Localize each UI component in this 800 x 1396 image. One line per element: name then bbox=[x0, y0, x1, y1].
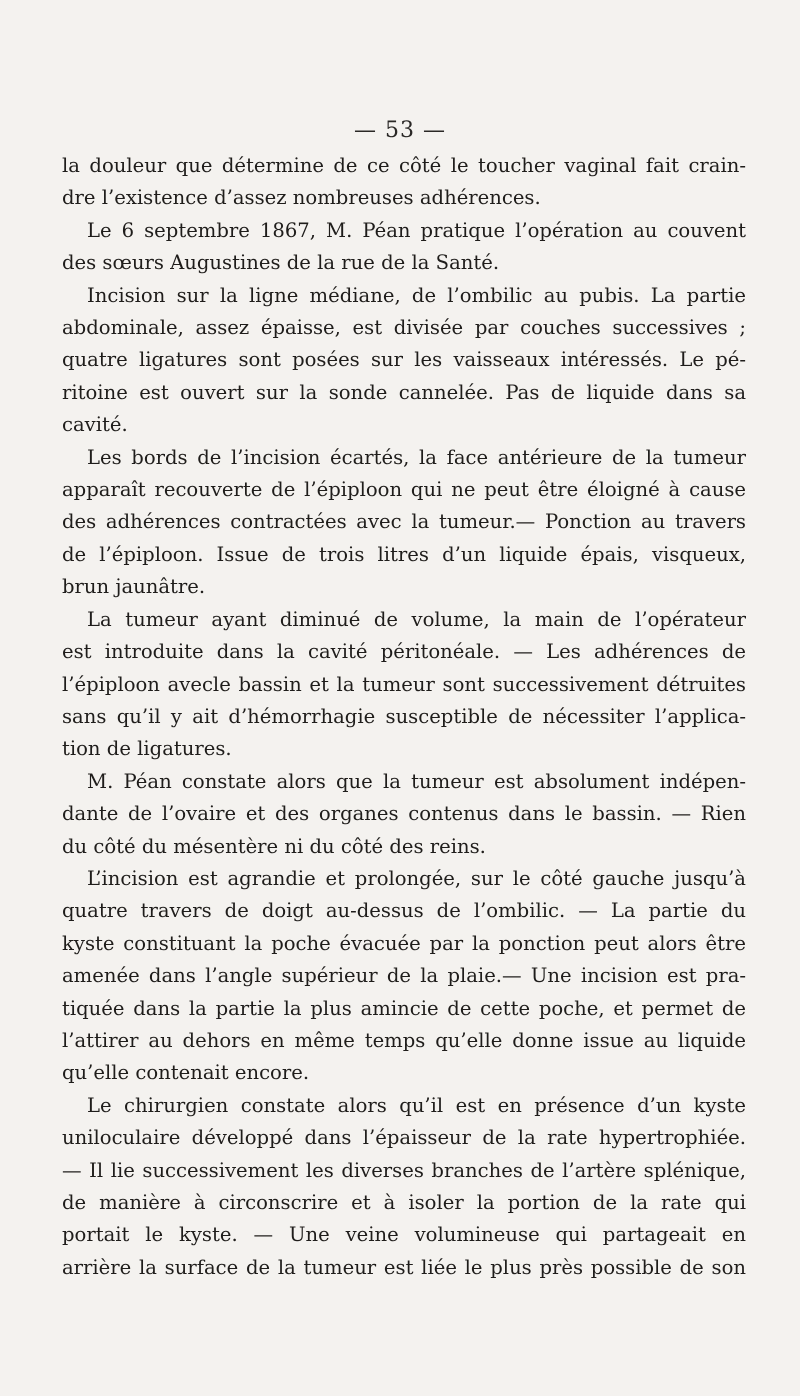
text-line: est introduite dans la cavité péritonéale. — Les adhérences de bbox=[62, 640, 746, 664]
text-line: — Il lie successivement les diverses branches de l’artère splénique, bbox=[62, 1158, 746, 1182]
text-line: du côté du mésentère ni du côté des reins. bbox=[62, 834, 486, 858]
text-line: de manière à circonscrire et à isoler la portion de la rate qui bbox=[62, 1191, 746, 1214]
text-line: uniloculaire développé dans l’épaisseur de la rate hypertrophiée. bbox=[62, 1126, 746, 1150]
text-line: arrière la surface de la tumeur est liée le plus près possible de son bbox=[62, 1255, 746, 1279]
text-line: Les bords de l’incision écartés, la face antérieure de la tumeur bbox=[87, 445, 746, 469]
text-line: tion de ligatures. bbox=[62, 737, 232, 761]
text-line: tiquée dans la partie la plus amincie de cette poche, et permet de bbox=[62, 996, 746, 1020]
text-line: Le chirurgien constate alors qu’il est en présence d’un kyste bbox=[87, 1093, 746, 1117]
text-line: abdominale, assez épaisse, est divisée par couches successives ; bbox=[62, 316, 746, 340]
paragraph-p5 bbox=[62, 604, 746, 766]
paragraph-p7 bbox=[62, 863, 746, 1090]
text-line: des sœurs Augustines de la rue de la Santé. bbox=[62, 251, 500, 275]
text-line: M. Péan constate alors que la tumeur est absolument indépen- bbox=[87, 769, 746, 793]
text-line: de l’épiploon. Issue de trois litres d’un liquide épais, visqueux, bbox=[62, 542, 746, 566]
text-line: la douleur que détermine de ce côté le toucher vaginal fait crain- bbox=[62, 154, 746, 177]
text-line: quatre ligatures sont posées sur les vaisseaux intéressés. Le pé- bbox=[62, 348, 746, 372]
text-line: brun jaunâtre. bbox=[62, 575, 206, 599]
paragraph-p8 bbox=[62, 1090, 746, 1284]
text-line: amenée dans l’angle supérieur de la plaie.— Une incision est pra- bbox=[62, 964, 746, 988]
paragraph-p4 bbox=[62, 442, 746, 604]
text-line: kyste constituant la poche évacuée par la ponction peut alors être bbox=[62, 931, 746, 955]
text-line: La tumeur ayant diminué de volume, la main de l’opérateur bbox=[87, 607, 746, 631]
text-line: Incision sur la ligne médiane, de l’ombilic au pubis. La partie bbox=[87, 283, 746, 307]
text-line: Le 6 septembre 1867, M. Péan pratique l’opération au couvent bbox=[87, 218, 746, 242]
paragraph-p3 bbox=[62, 280, 746, 442]
text-line: dante de l’ovaire et des organes contenus dans le bassin. — Rien bbox=[62, 802, 746, 826]
text-line: quatre travers de doigt au-dessus de l’ombilic. — La partie du bbox=[62, 899, 746, 923]
text-line: cavité. bbox=[62, 413, 128, 437]
text-line: l’attirer au dehors en même temps qu’elle donne issue au liquide bbox=[62, 1028, 746, 1052]
paragraph-p1 bbox=[62, 150, 746, 215]
text-line: des adhérences contractées avec la tumeur.— Ponction au travers bbox=[62, 510, 746, 534]
text-line: sans qu’il y ait d’hémorrhagie susceptible de nécessiter l’applica- bbox=[62, 704, 746, 728]
text-line: L’incision est agrandie et prolongée, sur le côté gauche jusqu’à bbox=[87, 866, 746, 890]
page-number: — 53 — bbox=[354, 118, 446, 143]
text-line: qu’elle contenait encore. bbox=[62, 1061, 310, 1085]
paragraph-p6 bbox=[62, 766, 746, 863]
text-line: ritoine est ouvert sur la sonde cannelée. Pas de liquide dans sa bbox=[62, 380, 746, 404]
body-text bbox=[62, 150, 746, 1284]
text-line: l’épiploon avecle bassin et la tumeur sont successivement détruites bbox=[62, 672, 746, 696]
paragraph-p2 bbox=[62, 215, 746, 280]
text-line: apparaît recouverte de l’épiploon qui ne peut être éloigné à cause bbox=[62, 478, 746, 502]
text-line: portait le kyste. — Une veine volumineuse qui partageait en bbox=[62, 1223, 746, 1247]
text-line: dre l’existence d’assez nombreuses adhérences. bbox=[62, 186, 541, 210]
